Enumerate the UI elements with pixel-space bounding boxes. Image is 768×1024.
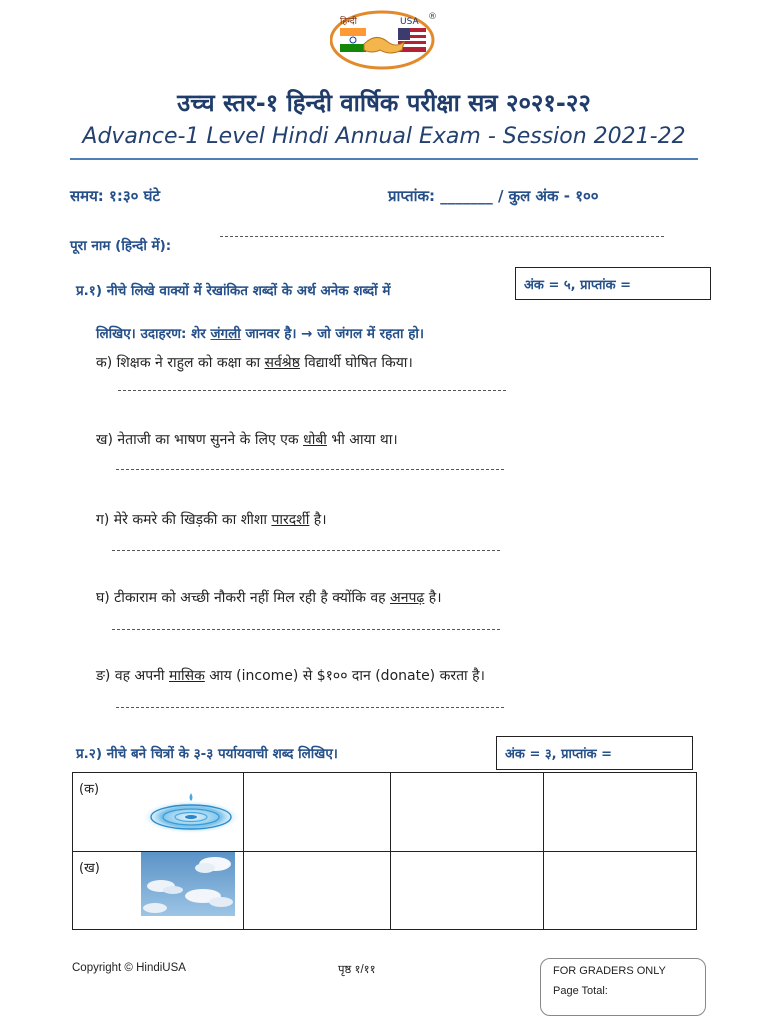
q2-picture-cell (73, 852, 244, 930)
q2-synonym-table (72, 772, 697, 930)
q1-item-text: है। (309, 512, 327, 528)
q1-item-text: ख) नेताजी का भाषण सुनने के लिए एक (96, 432, 304, 448)
q1-item-text: क) शिक्षक ने राहुल को कक्षा का (96, 355, 265, 371)
q1-item (96, 666, 485, 685)
table-row (73, 773, 697, 852)
q2-answer-cell[interactable] (544, 773, 697, 852)
q1-example-underlined: जंगली (210, 326, 241, 342)
q1-item-underlined: धोबी (303, 432, 327, 448)
copyright-text: Copyright © HindiUSA (72, 962, 186, 974)
q1-marks-box (515, 267, 711, 300)
registered-mark: ® (428, 12, 437, 22)
q1-item-text: भी आया था। (326, 432, 398, 448)
q1-prompt-line1: प्र.१) नीचे लिखे वाक्यों में रेखांकित शब्दों के अर्थ अनेक शब्दों में (76, 283, 391, 299)
q1-item (96, 430, 398, 449)
q1-item-text: ग) मेरे कमरे की खिड़की का शीशा (96, 512, 272, 528)
q1-answer-line[interactable] (116, 707, 504, 708)
q2-row-label: (ख) (79, 861, 100, 876)
title-divider (70, 158, 698, 160)
q1-item-text: ङ) वह अपनी (96, 668, 169, 684)
q2-answer-cell[interactable] (544, 852, 697, 930)
title-english: Advance-1 Level Hindi Annual Exam - Session 2021-22 (82, 124, 686, 149)
title-hindi: उच्च स्तर-१ हिन्दी वार्षिक परीक्षा सत्र २०२१-२२ (177, 89, 591, 117)
graders-box (540, 958, 706, 1016)
hindiusa-logo (330, 10, 438, 72)
q1-item-underlined: पारदर्शी (271, 512, 310, 528)
q1-answer-line[interactable] (116, 469, 504, 470)
q1-item (96, 353, 413, 372)
q2-answer-cell[interactable] (244, 852, 391, 930)
q1-item (96, 510, 327, 529)
q2-marks-box (496, 736, 693, 770)
q2-answer-cell[interactable] (391, 773, 544, 852)
q1-example-post: जानवर है। → जो जंगल में रहता हो। (240, 326, 425, 342)
svg-text:हिन्दी: हिन्दी (340, 17, 358, 27)
q2-picture-cell (73, 773, 244, 852)
q2-answer-cell[interactable] (391, 852, 544, 930)
q1-item-underlined: मासिक (169, 668, 205, 684)
q1-item-text: घ) टीकाराम को अच्छी नौकरी नहीं मिल रही है क्योंकि वह (96, 590, 391, 606)
q1-answer-line[interactable] (112, 629, 500, 630)
score-total: प्राप्तांक: _______ / कुल अंक - १०० (388, 187, 599, 205)
q1-answer-line[interactable] (118, 390, 506, 391)
q1-item-text: आय (income) से $१०० दान (donate) करता है। (204, 668, 485, 684)
q1-item-underlined: अनपढ़ (390, 590, 425, 606)
q2-row-label: (क) (79, 782, 100, 797)
water-drop-ripple-image (139, 791, 243, 837)
q1-item-text: है। (424, 590, 442, 606)
exam-time: समय: १:३० घंटे (70, 187, 161, 205)
q1-item (96, 588, 442, 607)
q1-example-pre: लिखिए। उदाहरण: शेर (96, 326, 211, 342)
q2-marks-text: अंक = ३, प्राप्तांक = (505, 747, 613, 762)
q1-marks-text: अंक = ५, प्राप्तांक = (524, 277, 632, 293)
q2-answer-cell[interactable] (244, 773, 391, 852)
table-row (73, 852, 697, 930)
sky-clouds-image (141, 852, 235, 916)
q2-prompt: प्र.२) नीचे बने चित्रों के ३-३ पर्यायवाची शब्द लिखिए। (76, 746, 338, 762)
page-number: पृष्ठ १/११ (338, 964, 376, 976)
q1-item-text: विद्यार्थी घोषित किया। (299, 355, 413, 371)
q1-prompt-line2 (96, 324, 424, 342)
q1-item-underlined: सर्वश्रेष्ठ (264, 355, 300, 371)
graders-page-total: Page Total: (553, 985, 608, 997)
name-field-line[interactable] (220, 236, 664, 237)
q1-answer-line[interactable] (112, 550, 500, 551)
svg-text:USA: USA (400, 17, 419, 27)
name-label: पूरा नाम (हिन्दी में): (70, 238, 172, 254)
graders-title: FOR GRADERS ONLY (553, 965, 666, 977)
